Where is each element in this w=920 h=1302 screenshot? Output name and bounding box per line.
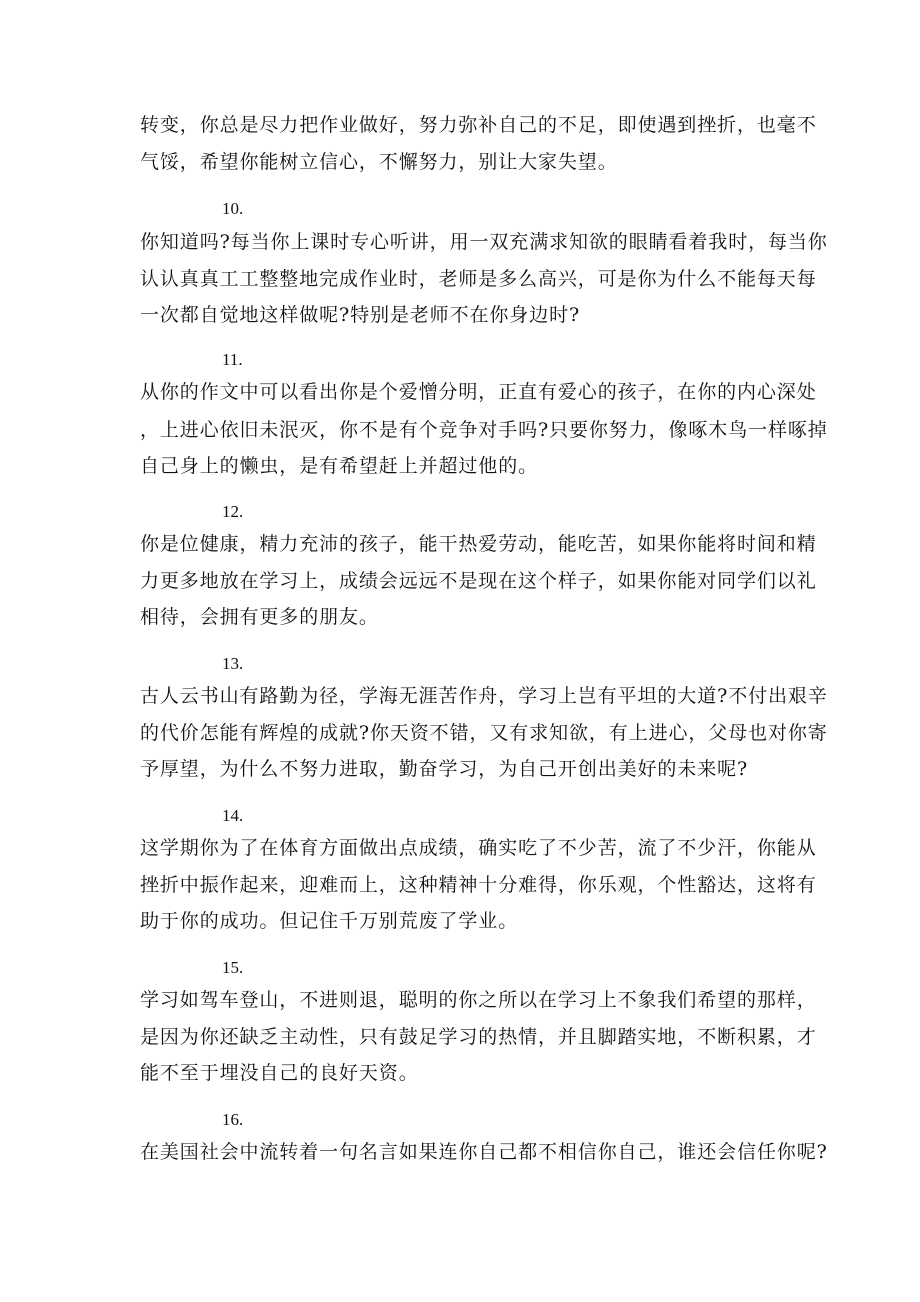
paragraph-line: 相待，会拥有更多的朋友。 xyxy=(140,606,379,628)
paragraph-line: 气馁，希望你能树立信心，不懈努力，别让大家失望。 xyxy=(140,151,618,173)
item-number: 11. xyxy=(222,350,243,369)
item-number: 10. xyxy=(222,199,244,218)
paragraph-line: 是因为你还缺乏主动性，只有鼓足学习的热情，并且脚踏实地，不断积累，才 xyxy=(140,1026,817,1048)
paragraph-line: 力更多地放在学习上，成绩会远远不是现在这个样子，如果你能对同学们以礼 xyxy=(140,570,817,592)
paragraph-line: 古人云书山有路勤为径，学海无涯苦作舟，学习上岂有平坦的大道?不付出艰辛 xyxy=(140,685,828,707)
item-number: 13. xyxy=(222,654,244,673)
paragraph-line: 予厚望，为什么不努力进取，勤奋学习，为自己开创出美好的未来呢? xyxy=(140,758,749,780)
paragraph-line: 一次都自觉地这样做呢?特别是老师不在你身边时? xyxy=(140,304,581,326)
paragraph-line: 的代价怎能有辉煌的成就?你天资不错，又有求知欲，有上进心，父母也对你寄 xyxy=(140,722,828,744)
paragraph-line: 助于你的成功。但记住千万别荒废了学业。 xyxy=(140,910,519,932)
item-number: 14. xyxy=(222,806,244,825)
paragraph-line: 从你的作文中可以看出你是个爱憎分明，正直有爱心的孩子，在你的内心深处 xyxy=(140,381,817,403)
paragraph-line: 转变，你总是尽力把作业做好，努力弥补自己的不足，即使遇到挫折，也毫不 xyxy=(140,114,817,136)
item-number: 15. xyxy=(222,958,244,977)
paragraph-line: 自己身上的懒虫，是有希望赶上并超过他的。 xyxy=(140,455,539,477)
item-number: 16. xyxy=(222,1110,244,1129)
paragraph-line: 你知道吗?每当你上课时专心听讲，用一双充满求知欲的眼睛看着我时，每当你 xyxy=(140,231,828,253)
paragraph-line: 能不至于埋没自己的良好天资。 xyxy=(140,1062,419,1084)
item-number: 12. xyxy=(222,502,244,521)
paragraph-line: 在美国社会中流转着一句名言如果连你自己都不相信你自己，谁还会信任你呢? xyxy=(140,1141,828,1163)
paragraph-line: 这学期你为了在体育方面做出点成绩，确实吃了不少苦，流了不少汗，你能从 xyxy=(140,837,817,859)
paragraph-line: 学习如驾车登山，不进则退，聪明的你之所以在学习上不象我们希望的那样， xyxy=(140,989,817,1011)
paragraph-line: ，上进心依旧未泯灭，你不是有个竞争对手吗?只要你努力，像啄木鸟一样啄掉 xyxy=(140,419,828,441)
paragraph-line: 认认真真工工整整地完成作业时，老师是多么高兴，可是你为什么不能每天每 xyxy=(140,268,817,290)
paragraph-line: 挫折中振作起来，迎难而上，这种精神十分难得，你乐观，个性豁达，这将有 xyxy=(140,874,817,896)
paragraph-line: 你是位健康，精力充沛的孩子，能干热爱劳动，能吃苦，如果你能将时间和精 xyxy=(140,533,817,555)
